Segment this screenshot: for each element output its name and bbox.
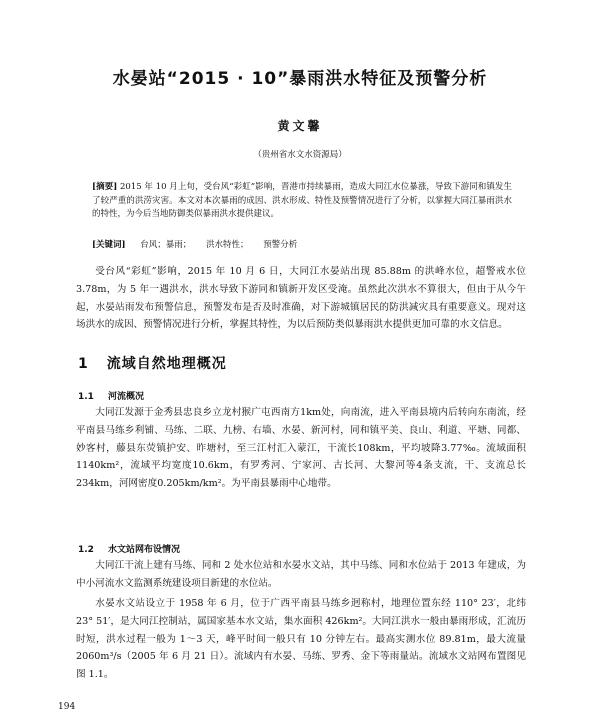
section-number: 1 [78, 356, 89, 372]
keyword-item: 台风；暴雨； [140, 240, 192, 250]
author-name: 黄文馨 [277, 119, 323, 133]
subsection-title: 河流概况 [107, 392, 144, 402]
subsection-number: 1.1 [78, 392, 94, 402]
abstract-label: [摘要] [92, 182, 118, 192]
subsection-heading-1-2 [78, 542, 180, 555]
author-affiliation: （贵州省水文水资源局） [253, 150, 347, 160]
subsection-title: 水文站网布设情况 [107, 545, 180, 555]
intro-paragraph: 受台风“彩虹”影响，2015 年 10 月 6 日，大同江水晏站出现 85.88m 的洪峰水位，超警戒水位 3.78m，为 5 年一遇洪水，洪水导致下游同和镇新开发区受淹。虽然此次洪水不算很大，但由于从今午起，水晏站雨发布预警信息，预警发布是否及时准确，对下游城镇居民的防洪减灾具有重要意义。现对这场洪水的成因、预警情况进行分析，掌握其特性，为以后预防类似暴雨洪水提供更加可靠的水文信息。 [76, 266, 526, 331]
keywords-label: [关键词] [92, 240, 126, 250]
abstract [92, 181, 512, 222]
section-title: 流域自然地理概况 [106, 356, 227, 372]
keywords [92, 238, 512, 250]
river-overview-paragraph: 大同江发源于金秀县忠良乡立龙村猴广屯西南方1km处，向南流，进入平南县境内后转向东南流，经平南县马练乡利铺、马练、二联、九榜、右墙、水晏、新河村，同和镇平美、良山、利道、平塘、同都、妙客村，藤县东荧镇护安、昨塘村，至三江村汇入蒙江，干流长108km，平均坡降3.77‰。流域面积1140km²，流域平均宽度10.6km，有罗秀河、宁家河、古长河、大黎河等4条支流，干、支流总长234km，河网密度0.205km/km²。为平南县暴雨中心地带。 [76, 407, 526, 490]
keyword-item: 洪水特性； [205, 240, 249, 250]
subsection-number: 1.2 [78, 545, 94, 555]
abstract-text: 2015 年 10 月上旬，受台风“彩虹”影响，晋港市持续暴雨，造成大同江水位暴涨，导致下游同和镇发生了较严重的洪涝灾害。本文对本次暴雨的成因、洪水形成、特性及预警情况进行了分析，以掌握大同江暴雨洪水的特性，为今后当地防御类似暴雨洪水提供建议。 [92, 182, 512, 220]
station-network-paragraph: 大同江干流上建有马练、同和 2 处水位站和水晏水文站，其中马练、同和水位站于 2013 年建成，为中小河流水文监测系统建设项目新建的水位站。 [76, 560, 526, 589]
keyword-item: 预警分析 [263, 240, 298, 250]
page-number: 194 [58, 702, 76, 712]
subsection-heading-1-1 [78, 389, 144, 402]
shuiyan-station-paragraph: 水晏水文站设立于 1958 年 6 月，位于广西平南县马练乡迥称村，地理位置东经 110° 23′，北纬 23° 51′，是大同江控制站，属国家基本水文站，集水面积 426km²。大同江洪水一般由暴雨形成，汇流历时短，洪水过程一般为 1～3 天，峰平时间一般只有 10 分钟左右。最高实测水位 89.81m，最大流量 2060m³/s（2005 年 6 月 21 日）。流域内有水晏、马练、罗秀、金下等雨量站。流域水文站网布置图见图 1.1。 [76, 598, 526, 681]
paper-title: 水晏站“2015 · 10”暴雨洪水特征及预警分析 [112, 69, 488, 89]
section-heading-1 [78, 353, 227, 373]
